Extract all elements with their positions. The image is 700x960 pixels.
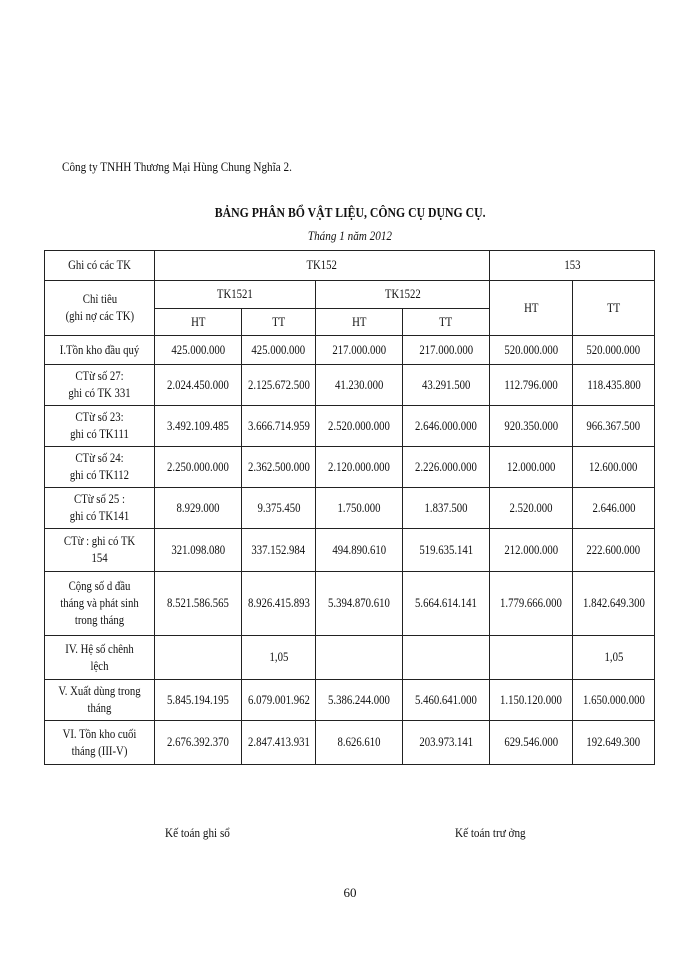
value-text: 112.796.000 xyxy=(504,377,558,392)
value-cell xyxy=(316,680,403,721)
header-tk1522: TK1522 xyxy=(316,281,490,309)
row-label-line: ghi có TK112 xyxy=(69,468,130,482)
value-text: 3.666.714.959 xyxy=(248,418,310,433)
table-row xyxy=(45,447,655,488)
value-text: 1.837.500 xyxy=(424,500,468,515)
value-text: 217.000.000 xyxy=(332,342,386,357)
value-cell xyxy=(316,721,403,765)
value-text: 2.120.000.000 xyxy=(328,459,390,474)
value-cell xyxy=(155,636,242,680)
value-cell xyxy=(155,365,242,406)
value-text: 222.600.000 xyxy=(586,542,641,557)
value-cell xyxy=(490,406,573,447)
value-text: 2.520.000 xyxy=(509,500,553,515)
row-label-line: CTừ số 24: xyxy=(75,451,124,465)
value-cell xyxy=(155,447,242,488)
row-label-line: CTừ số 25 : xyxy=(74,492,125,506)
value-cell xyxy=(242,447,316,488)
row-label xyxy=(45,406,155,447)
value-cell xyxy=(242,365,316,406)
document-subtitle xyxy=(0,228,700,244)
row-label-line: I.Tồn kho đầu quý xyxy=(59,342,140,357)
value-cell xyxy=(403,636,490,680)
header-row-1 xyxy=(45,251,655,281)
header-tk152: TK152 xyxy=(155,251,490,281)
value-text: 2.250.000.000 xyxy=(167,459,229,474)
row-label-line: 154 xyxy=(91,551,108,565)
header-criteria-line1: Chỉ tiêu xyxy=(82,292,117,306)
value-cell xyxy=(316,572,403,636)
header-row-2 xyxy=(45,281,655,309)
value-text: 212.000.000 xyxy=(504,542,558,557)
value-cell xyxy=(242,636,316,680)
value-text: 337.152.984 xyxy=(251,542,306,557)
row-label xyxy=(45,680,155,721)
value-cell xyxy=(573,488,655,529)
value-text: 966.367.500 xyxy=(586,418,641,433)
value-text: 5.386.244.000 xyxy=(328,692,390,707)
value-text: 425.000.000 xyxy=(171,342,225,357)
value-text: 3.492.109.485 xyxy=(167,418,229,433)
value-cell xyxy=(403,572,490,636)
signature-accountant xyxy=(165,825,240,841)
table-row xyxy=(45,406,655,447)
row-label-line: V. Xuất dùng trong xyxy=(58,684,141,698)
row-label xyxy=(45,447,155,488)
value-cell xyxy=(490,572,573,636)
row-label xyxy=(45,572,155,636)
value-cell xyxy=(242,680,316,721)
row-label-line: Cộng số d đầu xyxy=(68,579,131,593)
value-text: 494.890.610 xyxy=(332,542,386,557)
allocation-table xyxy=(44,250,655,765)
value-cell xyxy=(242,406,316,447)
value-text: 2.646.000.000 xyxy=(415,418,477,433)
value-cell xyxy=(573,636,655,680)
value-cell xyxy=(155,529,242,572)
value-cell xyxy=(403,680,490,721)
value-cell xyxy=(403,365,490,406)
value-cell xyxy=(573,529,655,572)
value-cell xyxy=(155,336,242,365)
value-text: 217.000.000 xyxy=(419,342,473,357)
value-text: 321.098.080 xyxy=(171,542,225,557)
value-text: 1.779.666.000 xyxy=(500,596,562,610)
row-label-line: lệch xyxy=(90,658,109,673)
value-cell xyxy=(490,529,573,572)
value-cell xyxy=(490,365,573,406)
value-text: 1,05 xyxy=(269,650,288,664)
row-label-line: tháng xyxy=(87,701,112,715)
table-row xyxy=(45,488,655,529)
value-text: 520.000.000 xyxy=(504,342,558,357)
header-1522-ht: HT xyxy=(316,309,403,336)
value-cell xyxy=(490,680,573,721)
value-cell xyxy=(316,488,403,529)
value-text: 519.635.141 xyxy=(419,542,473,557)
value-cell xyxy=(316,365,403,406)
row-label-line: tháng và phát sinh xyxy=(60,596,139,610)
value-text: 629.546.000 xyxy=(504,735,558,749)
header-153-tt: TT xyxy=(573,281,655,336)
header-153-ht: HT xyxy=(490,281,573,336)
value-text: 5.394.870.610 xyxy=(328,596,390,610)
value-cell xyxy=(403,406,490,447)
value-text: 5.460.641.000 xyxy=(415,692,477,707)
value-cell xyxy=(403,721,490,765)
row-label-line: ghi có TK111 xyxy=(70,427,129,441)
value-cell xyxy=(316,636,403,680)
value-text: 192.649.300 xyxy=(586,735,641,749)
header-tk1521: TK1521 xyxy=(155,281,316,309)
table-row xyxy=(45,365,655,406)
value-text: 2.226.000.000 xyxy=(415,459,477,474)
value-text: 520.000.000 xyxy=(586,342,641,357)
value-cell xyxy=(155,572,242,636)
row-label-line: CTừ : ghi có TK xyxy=(63,534,136,548)
value-cell xyxy=(490,721,573,765)
value-text: 2.520.000.000 xyxy=(328,418,390,433)
company-name: Công ty TNHH Thương Mại Hùng Chung Nghĩa 2. xyxy=(62,159,292,174)
header-1522-tt: TT xyxy=(403,309,490,336)
value-text: 2.362.500.000 xyxy=(248,459,310,474)
value-cell xyxy=(316,336,403,365)
row-label-line: IV. Hệ số chênh xyxy=(65,641,134,656)
value-cell xyxy=(403,488,490,529)
value-text: 2.125.672.500 xyxy=(248,377,310,392)
row-label-line: trong tháng xyxy=(74,613,125,627)
value-cell xyxy=(155,680,242,721)
value-text: 8.521.586.565 xyxy=(167,596,229,610)
value-cell xyxy=(242,488,316,529)
document-subtitle-text: Tháng 1 năm 2012 xyxy=(307,228,393,243)
value-text: 2.847.413.931 xyxy=(248,735,310,749)
value-cell xyxy=(403,336,490,365)
header-criteria xyxy=(45,281,155,336)
header-criteria-line2: (ghi nợ các TK) xyxy=(65,309,134,323)
table-row xyxy=(45,572,655,636)
value-cell xyxy=(403,447,490,488)
value-text: 1.650.000.000 xyxy=(582,692,645,707)
value-cell xyxy=(242,721,316,765)
value-text: 2.024.450.000 xyxy=(167,377,229,392)
row-label-line: VI. Tồn kho cuối xyxy=(62,726,137,741)
value-text: 1.150.120.000 xyxy=(500,692,562,707)
header-credit: Ghi có các TK xyxy=(45,251,155,281)
value-text: 8.926.415.893 xyxy=(248,596,310,610)
value-text: 1.842.649.300 xyxy=(582,596,645,610)
row-label-line: CTừ số 27: xyxy=(75,369,124,383)
value-text: 425.000.000 xyxy=(251,342,306,357)
value-cell xyxy=(573,406,655,447)
value-cell xyxy=(490,447,573,488)
value-cell xyxy=(490,488,573,529)
signature-accountant-label: Kế toán ghi sổ xyxy=(165,825,230,840)
value-cell xyxy=(155,406,242,447)
header-1521-tt: TT xyxy=(242,309,316,336)
value-cell xyxy=(573,447,655,488)
value-cell xyxy=(316,529,403,572)
value-cell xyxy=(573,365,655,406)
value-cell xyxy=(316,447,403,488)
table-row xyxy=(45,636,655,680)
value-cell xyxy=(573,572,655,636)
value-cell xyxy=(155,721,242,765)
value-text: 1,05 xyxy=(604,650,623,664)
value-text: 9.375.450 xyxy=(257,500,300,515)
signature-chief-accountant xyxy=(455,825,537,841)
value-text: 2.676.392.370 xyxy=(167,735,229,749)
value-text: 12.000.000 xyxy=(506,459,556,474)
value-cell xyxy=(573,721,655,765)
value-text: 8.626.610 xyxy=(337,735,381,749)
value-cell xyxy=(242,572,316,636)
row-label xyxy=(45,721,155,765)
value-text: 920.350.000 xyxy=(504,418,558,433)
value-text: 1.750.000 xyxy=(337,500,381,515)
document-title xyxy=(0,206,700,222)
table-row xyxy=(45,680,655,721)
value-cell xyxy=(490,636,573,680)
page-number: 60 xyxy=(343,885,357,900)
row-label-line: tháng (III-V) xyxy=(71,743,128,758)
row-label-line: ghi có TK141 xyxy=(69,509,130,523)
row-label xyxy=(45,488,155,529)
header-1521-ht: HT xyxy=(155,309,242,336)
value-cell xyxy=(490,336,573,365)
value-text: 12.600.000 xyxy=(589,459,638,474)
row-label xyxy=(45,636,155,680)
value-text: 203.973.141 xyxy=(419,735,473,749)
row-label xyxy=(45,365,155,406)
value-text: 8.929.000 xyxy=(176,500,220,515)
row-label xyxy=(45,529,155,572)
value-cell xyxy=(573,336,655,365)
value-text: 6.079.001.962 xyxy=(248,692,310,707)
value-cell xyxy=(573,680,655,721)
table-row xyxy=(45,529,655,572)
header-153: 153 xyxy=(490,251,655,281)
value-text: 118.435.800 xyxy=(586,377,641,392)
value-cell xyxy=(242,336,316,365)
table-body xyxy=(45,336,655,765)
value-text: 5.845.194.195 xyxy=(167,692,229,707)
table-row xyxy=(45,721,655,765)
signature-chief-label: Kế toán trư ởng xyxy=(455,825,526,840)
value-text: 5.664.614.141 xyxy=(415,596,477,610)
value-cell xyxy=(242,529,316,572)
value-cell xyxy=(316,406,403,447)
row-label-line: CTừ số 23: xyxy=(75,410,124,424)
value-cell xyxy=(155,488,242,529)
document-title-text: BẢNG PHÂN BỔ VẬT LIỆU, CÔNG CỤ DỤNG CỤ. xyxy=(214,206,486,221)
value-cell xyxy=(403,529,490,572)
value-text: 2.646.000 xyxy=(592,500,636,515)
value-text: 41.230.000 xyxy=(334,377,384,392)
row-label-line: ghi có TK 331 xyxy=(68,386,131,400)
value-text: 43.291.500 xyxy=(421,377,471,392)
table-row xyxy=(45,336,655,365)
row-label xyxy=(45,336,155,365)
